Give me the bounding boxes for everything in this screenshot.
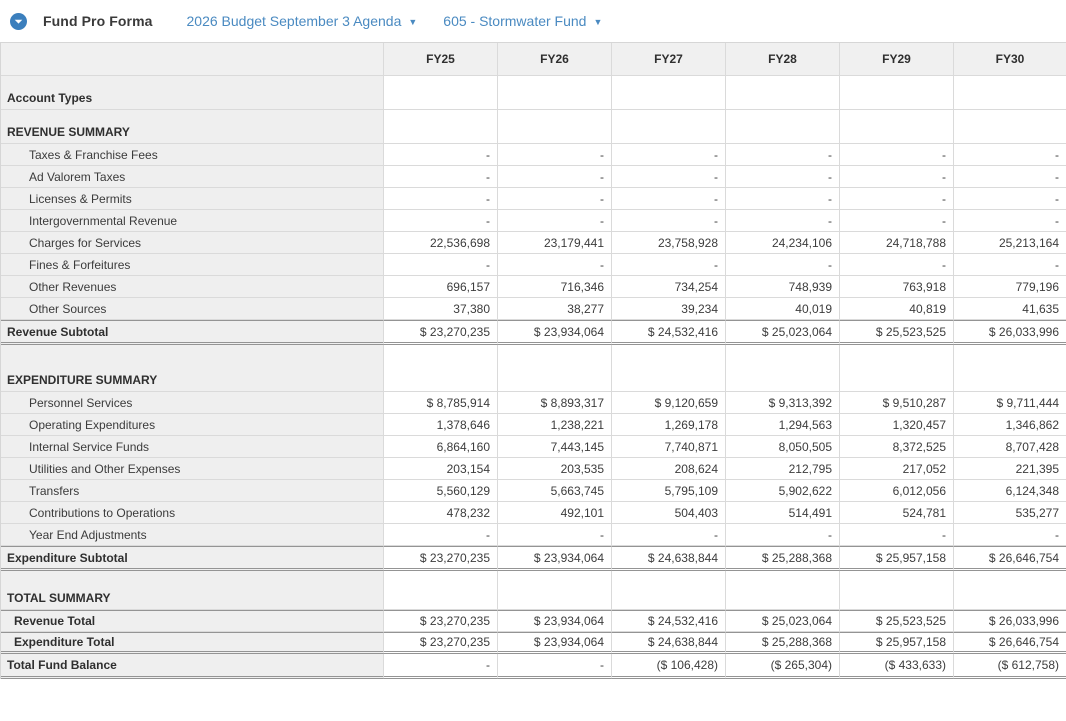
value-cell-fy28: 514,491 xyxy=(726,502,840,524)
table-row xyxy=(1,654,1066,679)
value-cell-fy30: 41,635 xyxy=(954,298,1066,320)
value-cell-fy29: 1,320,457 xyxy=(840,414,954,436)
value-cell-fy26: 492,101 xyxy=(498,502,612,524)
column-header-fy25: FY25 xyxy=(384,43,498,76)
value-cell-fy25: 203,154 xyxy=(384,458,498,480)
fund-dropdown[interactable] xyxy=(443,13,602,29)
value-cell-fy30: 779,196 xyxy=(954,276,1066,298)
value-cell-fy25: $ 8,785,914 xyxy=(384,392,498,414)
value-cell-fy25 xyxy=(384,571,498,610)
value-cell-fy29: 6,012,056 xyxy=(840,480,954,502)
value-cell-fy25: 6,864,160 xyxy=(384,436,498,458)
value-cell-fy30: ($ 612,758) xyxy=(954,654,1066,679)
value-cell-fy26: 1,238,221 xyxy=(498,414,612,436)
table-row xyxy=(1,480,1066,502)
table-row xyxy=(1,632,1066,654)
value-cell-fy26: - xyxy=(498,524,612,546)
value-cell-fy25: 37,380 xyxy=(384,298,498,320)
value-cell-fy27: 208,624 xyxy=(612,458,726,480)
row-label: Utilities and Other Expenses xyxy=(1,458,384,480)
value-cell-fy26: $ 8,893,317 xyxy=(498,392,612,414)
value-cell-fy29: $ 25,957,158 xyxy=(840,632,954,654)
column-header-fy28: FY28 xyxy=(726,43,840,76)
value-cell-fy27 xyxy=(612,76,726,110)
value-cell-fy30 xyxy=(954,110,1066,144)
value-cell-fy28 xyxy=(726,110,840,144)
value-cell-fy29 xyxy=(840,571,954,610)
value-cell-fy28: $ 25,288,368 xyxy=(726,632,840,654)
value-cell-fy27: - xyxy=(612,210,726,232)
row-label: Internal Service Funds xyxy=(1,436,384,458)
value-cell-fy30: - xyxy=(954,524,1066,546)
value-cell-fy30: - xyxy=(954,210,1066,232)
row-label: Operating Expenditures xyxy=(1,414,384,436)
value-cell-fy25 xyxy=(384,76,498,110)
table-row xyxy=(1,166,1066,188)
row-label: Revenue Subtotal xyxy=(1,320,384,345)
value-cell-fy27: 504,403 xyxy=(612,502,726,524)
value-cell-fy30 xyxy=(954,76,1066,110)
account-types-header-spacer xyxy=(1,43,384,76)
value-cell-fy28 xyxy=(726,571,840,610)
value-cell-fy27: - xyxy=(612,524,726,546)
value-cell-fy27 xyxy=(612,345,726,392)
value-cell-fy28 xyxy=(726,345,840,392)
value-cell-fy27: 5,795,109 xyxy=(612,480,726,502)
column-header-fy26: FY26 xyxy=(498,43,612,76)
table-row xyxy=(1,458,1066,480)
value-cell-fy28: - xyxy=(726,210,840,232)
value-cell-fy30: 1,346,862 xyxy=(954,414,1066,436)
value-cell-fy29: 8,372,525 xyxy=(840,436,954,458)
value-cell-fy27: $ 24,638,844 xyxy=(612,632,726,654)
chevron-down-icon: ▼ xyxy=(593,17,603,27)
row-label: EXPENDITURE SUMMARY xyxy=(1,345,384,392)
value-cell-fy26: 203,535 xyxy=(498,458,612,480)
table-row xyxy=(1,144,1066,166)
value-cell-fy25: - xyxy=(384,254,498,276)
row-label: Other Revenues xyxy=(1,276,384,298)
table-row xyxy=(1,546,1066,571)
value-cell-fy30: 25,213,164 xyxy=(954,232,1066,254)
table-row xyxy=(1,320,1066,345)
value-cell-fy27: - xyxy=(612,254,726,276)
value-cell-fy29: ($ 433,633) xyxy=(840,654,954,679)
value-cell-fy26: - xyxy=(498,188,612,210)
value-cell-fy29: 524,781 xyxy=(840,502,954,524)
collapse-toggle-icon[interactable] xyxy=(10,13,27,30)
value-cell-fy29: - xyxy=(840,524,954,546)
value-cell-fy29 xyxy=(840,345,954,392)
value-cell-fy28: - xyxy=(726,254,840,276)
value-cell-fy28: 24,234,106 xyxy=(726,232,840,254)
value-cell-fy26: $ 23,934,064 xyxy=(498,546,612,571)
value-cell-fy25 xyxy=(384,345,498,392)
table-header-row xyxy=(1,43,1066,76)
row-label: Licenses & Permits xyxy=(1,188,384,210)
column-header-fy30: FY30 xyxy=(954,43,1066,76)
value-cell-fy25: 22,536,698 xyxy=(384,232,498,254)
row-label: TOTAL SUMMARY xyxy=(1,571,384,610)
value-cell-fy29: $ 9,510,287 xyxy=(840,392,954,414)
value-cell-fy28: 40,019 xyxy=(726,298,840,320)
row-label: Contributions to Operations xyxy=(1,502,384,524)
value-cell-fy27: - xyxy=(612,144,726,166)
value-cell-fy25: - xyxy=(384,210,498,232)
value-cell-fy25: 696,157 xyxy=(384,276,498,298)
value-cell-fy26: - xyxy=(498,254,612,276)
table-row xyxy=(1,188,1066,210)
table-row xyxy=(1,210,1066,232)
value-cell-fy29: $ 25,523,525 xyxy=(840,610,954,632)
row-label: Total Fund Balance xyxy=(1,654,384,679)
value-cell-fy30: $ 26,033,996 xyxy=(954,320,1066,345)
value-cell-fy25: $ 23,270,235 xyxy=(384,546,498,571)
value-cell-fy28: $ 25,023,064 xyxy=(726,320,840,345)
value-cell-fy28: - xyxy=(726,188,840,210)
value-cell-fy28: 212,795 xyxy=(726,458,840,480)
value-cell-fy28: 8,050,505 xyxy=(726,436,840,458)
value-cell-fy29: 40,819 xyxy=(840,298,954,320)
value-cell-fy30 xyxy=(954,571,1066,610)
value-cell-fy28: - xyxy=(726,524,840,546)
value-cell-fy30: 221,395 xyxy=(954,458,1066,480)
row-label: Intergovernmental Revenue xyxy=(1,210,384,232)
value-cell-fy26 xyxy=(498,345,612,392)
value-cell-fy29: - xyxy=(840,166,954,188)
value-cell-fy27: ($ 106,428) xyxy=(612,654,726,679)
value-cell-fy27: 1,269,178 xyxy=(612,414,726,436)
value-cell-fy25 xyxy=(384,110,498,144)
value-cell-fy25: - xyxy=(384,144,498,166)
value-cell-fy28: 5,902,622 xyxy=(726,480,840,502)
value-cell-fy25: $ 23,270,235 xyxy=(384,320,498,345)
value-cell-fy30 xyxy=(954,345,1066,392)
value-cell-fy27: $ 24,532,416 xyxy=(612,320,726,345)
value-cell-fy27: 23,758,928 xyxy=(612,232,726,254)
value-cell-fy25: 5,560,129 xyxy=(384,480,498,502)
page-title: Fund Pro Forma xyxy=(43,13,153,29)
value-cell-fy27: $ 9,120,659 xyxy=(612,392,726,414)
value-cell-fy29: - xyxy=(840,210,954,232)
value-cell-fy26: 23,179,441 xyxy=(498,232,612,254)
column-header-fy27: FY27 xyxy=(612,43,726,76)
value-cell-fy27: 39,234 xyxy=(612,298,726,320)
value-cell-fy26: $ 23,934,064 xyxy=(498,610,612,632)
budget-version-dropdown[interactable] xyxy=(187,13,418,29)
value-cell-fy25: - xyxy=(384,188,498,210)
value-cell-fy27: - xyxy=(612,166,726,188)
value-cell-fy26 xyxy=(498,76,612,110)
value-cell-fy25: - xyxy=(384,166,498,188)
value-cell-fy29 xyxy=(840,110,954,144)
table-row xyxy=(1,345,1066,392)
value-cell-fy28: $ 25,288,368 xyxy=(726,546,840,571)
table-row xyxy=(1,76,1066,110)
table-row xyxy=(1,571,1066,610)
value-cell-fy30: 535,277 xyxy=(954,502,1066,524)
value-cell-fy30: $ 26,033,996 xyxy=(954,610,1066,632)
table-row xyxy=(1,392,1066,414)
value-cell-fy29: $ 25,523,525 xyxy=(840,320,954,345)
value-cell-fy30: - xyxy=(954,144,1066,166)
table-row xyxy=(1,298,1066,320)
row-label: Account Types xyxy=(1,76,384,110)
value-cell-fy27: - xyxy=(612,188,726,210)
value-cell-fy25: - xyxy=(384,654,498,679)
value-cell-fy27: $ 24,638,844 xyxy=(612,546,726,571)
value-cell-fy29: - xyxy=(840,254,954,276)
value-cell-fy26: $ 23,934,064 xyxy=(498,632,612,654)
row-label: Charges for Services xyxy=(1,232,384,254)
value-cell-fy25: - xyxy=(384,524,498,546)
row-label: Expenditure Total xyxy=(1,632,384,654)
value-cell-fy25: $ 23,270,235 xyxy=(384,610,498,632)
row-label: Personnel Services xyxy=(1,392,384,414)
value-cell-fy30: 6,124,348 xyxy=(954,480,1066,502)
table-row xyxy=(1,414,1066,436)
value-cell-fy26: - xyxy=(498,144,612,166)
page-header xyxy=(0,0,1066,42)
table-row xyxy=(1,524,1066,546)
row-label: Other Sources xyxy=(1,298,384,320)
row-label: Taxes & Franchise Fees xyxy=(1,144,384,166)
value-cell-fy26: - xyxy=(498,210,612,232)
value-cell-fy27: 7,740,871 xyxy=(612,436,726,458)
value-cell-fy27 xyxy=(612,110,726,144)
table-row xyxy=(1,232,1066,254)
value-cell-fy26 xyxy=(498,110,612,144)
value-cell-fy26: - xyxy=(498,654,612,679)
row-label: Ad Valorem Taxes xyxy=(1,166,384,188)
table-row xyxy=(1,110,1066,144)
value-cell-fy28: $ 9,313,392 xyxy=(726,392,840,414)
value-cell-fy29: $ 25,957,158 xyxy=(840,546,954,571)
value-cell-fy26: $ 23,934,064 xyxy=(498,320,612,345)
value-cell-fy26: - xyxy=(498,166,612,188)
table-row xyxy=(1,254,1066,276)
value-cell-fy25: 1,378,646 xyxy=(384,414,498,436)
value-cell-fy29: 763,918 xyxy=(840,276,954,298)
value-cell-fy26: 38,277 xyxy=(498,298,612,320)
value-cell-fy28: ($ 265,304) xyxy=(726,654,840,679)
value-cell-fy28: 1,294,563 xyxy=(726,414,840,436)
fund-pro-forma-table xyxy=(0,42,1066,679)
value-cell-fy27: $ 24,532,416 xyxy=(612,610,726,632)
value-cell-fy30: 8,707,428 xyxy=(954,436,1066,458)
column-header-fy29: FY29 xyxy=(840,43,954,76)
row-label: REVENUE SUMMARY xyxy=(1,110,384,144)
value-cell-fy26: 7,443,145 xyxy=(498,436,612,458)
value-cell-fy28: - xyxy=(726,144,840,166)
value-cell-fy28: - xyxy=(726,166,840,188)
chevron-down-icon: ▼ xyxy=(408,17,418,27)
table-row xyxy=(1,502,1066,524)
table-row xyxy=(1,276,1066,298)
row-label: Transfers xyxy=(1,480,384,502)
value-cell-fy30: $ 26,646,754 xyxy=(954,632,1066,654)
value-cell-fy30: $ 26,646,754 xyxy=(954,546,1066,571)
row-label: Year End Adjustments xyxy=(1,524,384,546)
value-cell-fy30: - xyxy=(954,188,1066,210)
value-cell-fy29: - xyxy=(840,188,954,210)
value-cell-fy30: $ 9,711,444 xyxy=(954,392,1066,414)
value-cell-fy25: $ 23,270,235 xyxy=(384,632,498,654)
row-label: Fines & Forfeitures xyxy=(1,254,384,276)
value-cell-fy26: 5,663,745 xyxy=(498,480,612,502)
value-cell-fy28: $ 25,023,064 xyxy=(726,610,840,632)
table-row xyxy=(1,610,1066,632)
fund-label: 605 - Stormwater Fund xyxy=(443,13,587,29)
row-label: Revenue Total xyxy=(1,610,384,632)
value-cell-fy29: 24,718,788 xyxy=(840,232,954,254)
value-cell-fy28 xyxy=(726,76,840,110)
value-cell-fy30: - xyxy=(954,166,1066,188)
value-cell-fy26 xyxy=(498,571,612,610)
value-cell-fy29: 217,052 xyxy=(840,458,954,480)
value-cell-fy30: - xyxy=(954,254,1066,276)
value-cell-fy27: 734,254 xyxy=(612,276,726,298)
table-row xyxy=(1,436,1066,458)
value-cell-fy27 xyxy=(612,571,726,610)
value-cell-fy29 xyxy=(840,76,954,110)
value-cell-fy25: 478,232 xyxy=(384,502,498,524)
budget-version-label: 2026 Budget September 3 Agenda xyxy=(186,13,402,29)
value-cell-fy28: 748,939 xyxy=(726,276,840,298)
value-cell-fy29: - xyxy=(840,144,954,166)
value-cell-fy26: 716,346 xyxy=(498,276,612,298)
row-label: Expenditure Subtotal xyxy=(1,546,384,571)
